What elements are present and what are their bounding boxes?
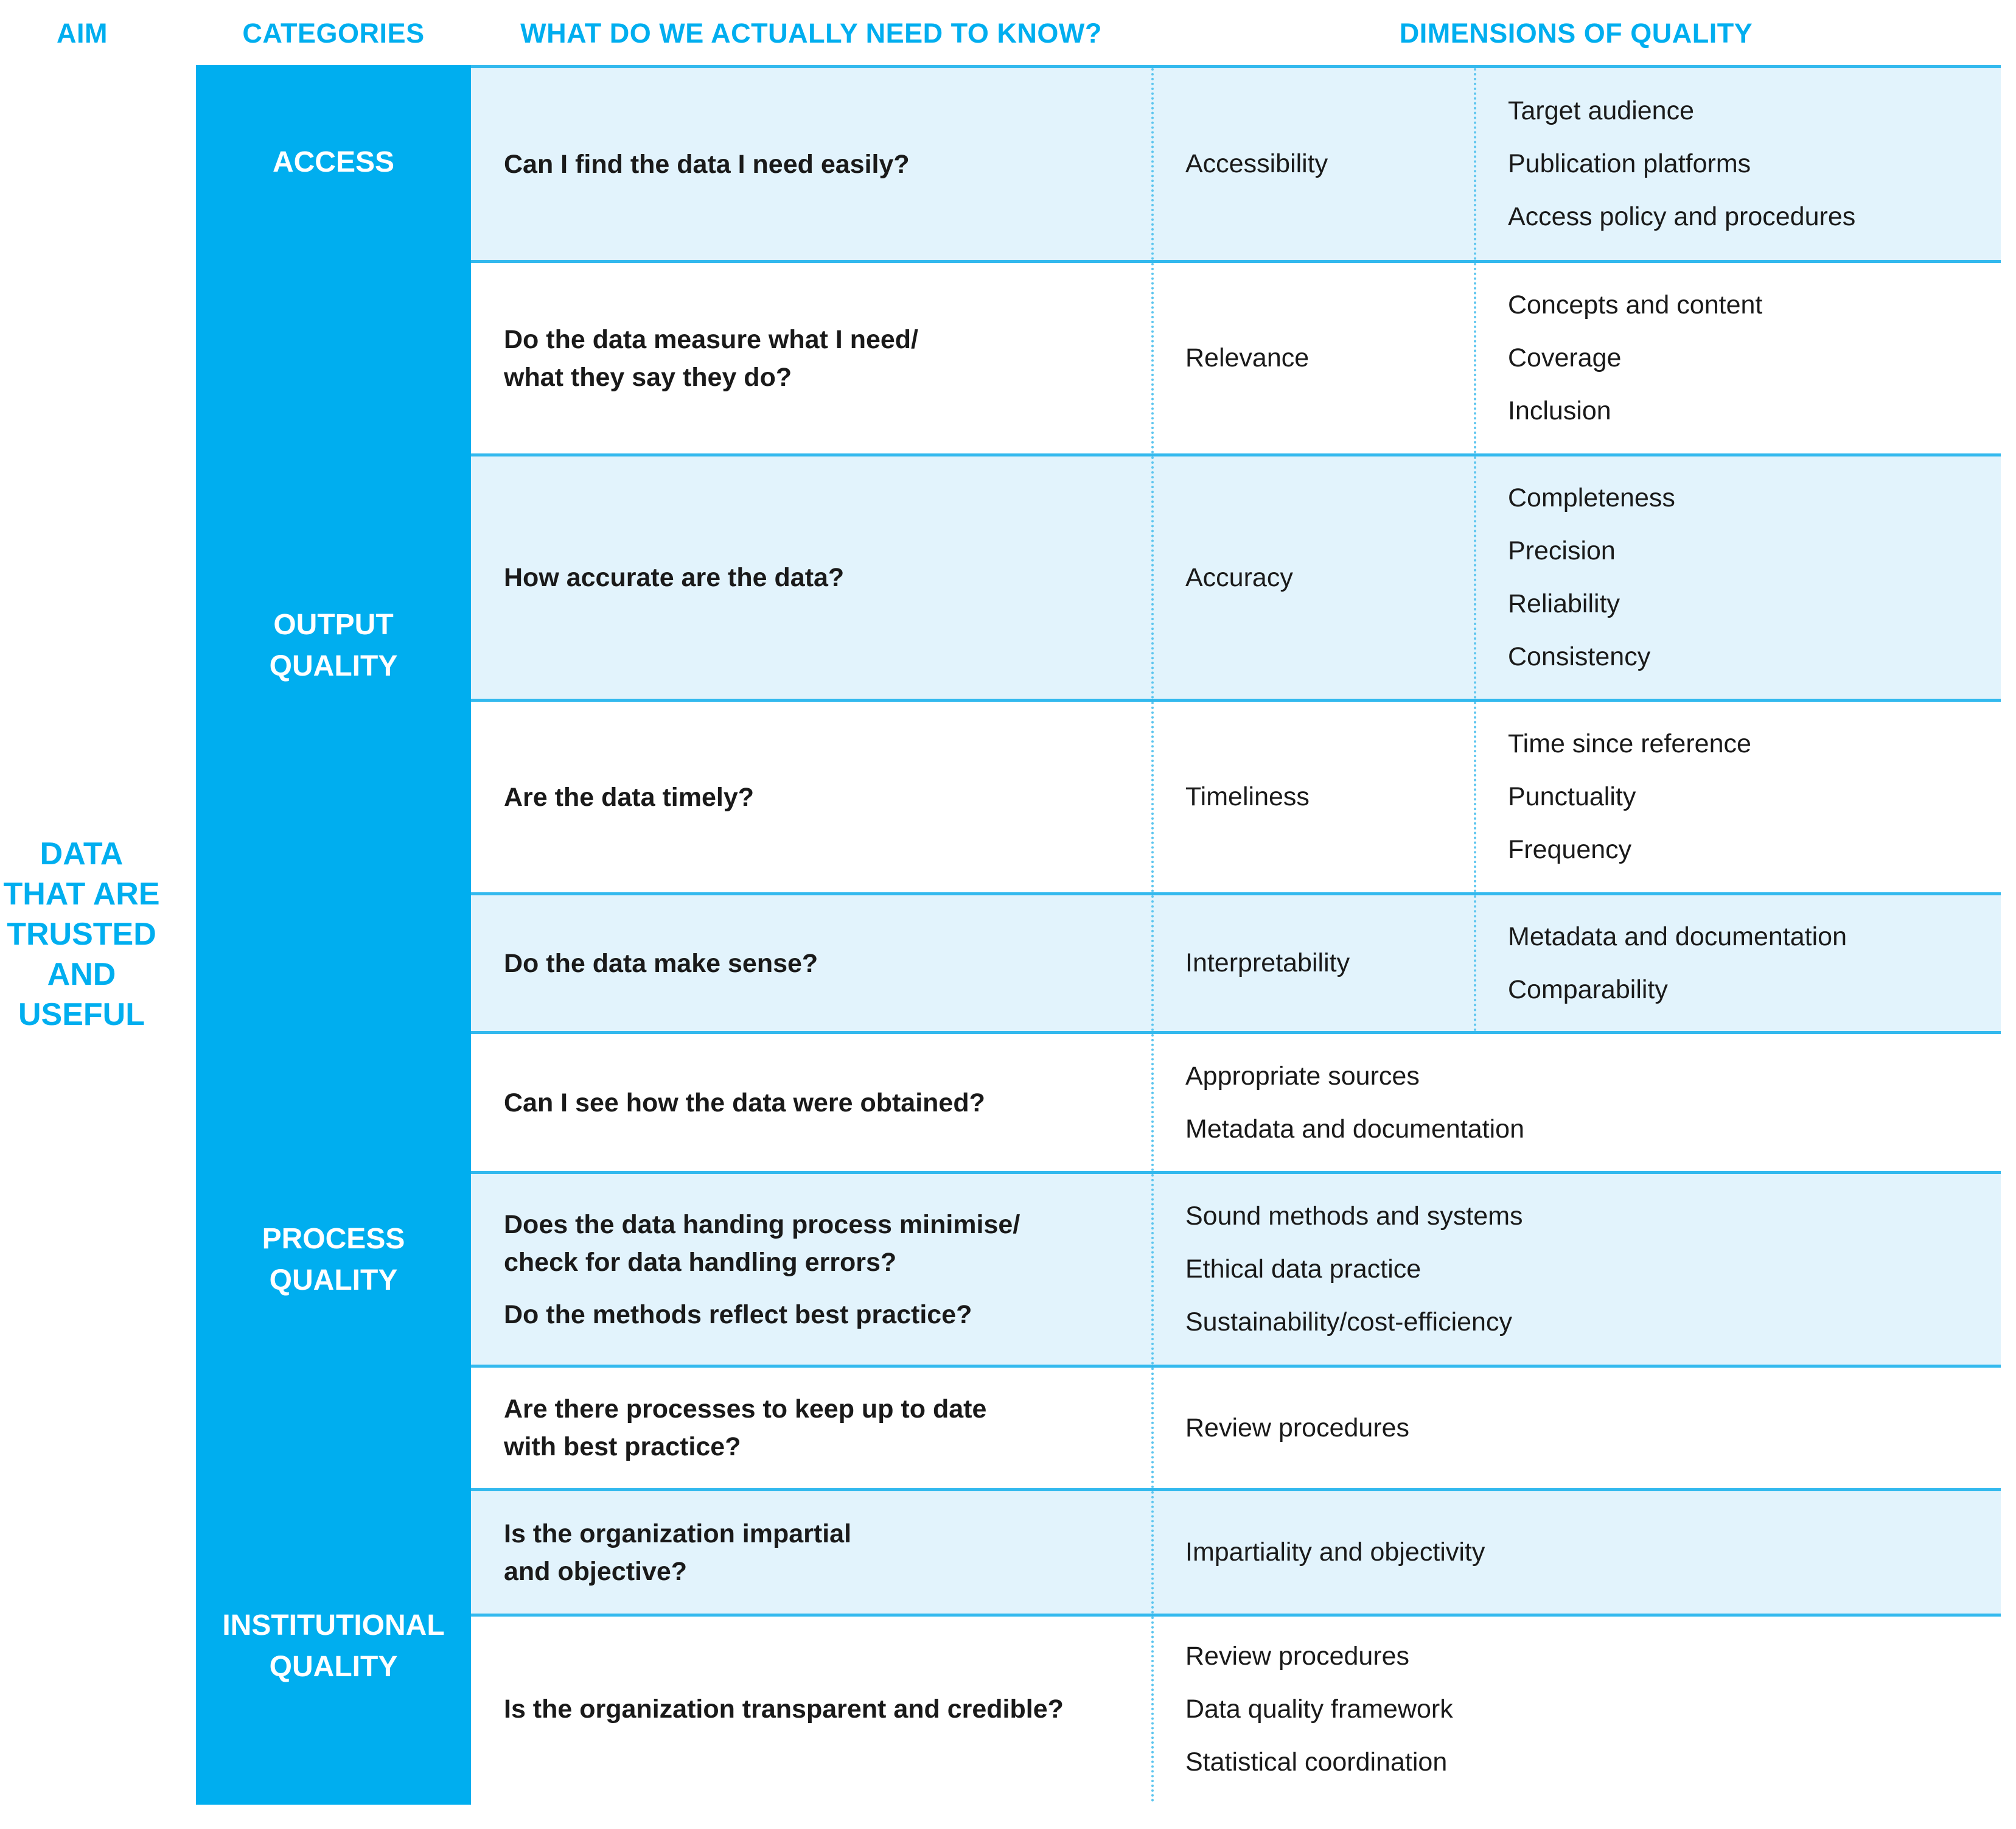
question-text: Is the organization transparent and credible? (504, 1694, 1064, 1724)
table-row-best-practice (471, 1365, 2001, 1488)
subdimension-list (1154, 1491, 2001, 1614)
subdimension-item: Review procedures (1185, 1641, 1410, 1671)
question-text: Do the data measure what I need/ (504, 324, 919, 354)
table-row-access (471, 65, 2001, 260)
category-label: OUTPUT (273, 608, 394, 641)
question-cell (471, 702, 1151, 892)
category-label: QUALITY (269, 649, 398, 682)
category-label: INSTITUTIONAL (222, 1609, 445, 1642)
subdimension-list (1154, 1617, 2001, 1802)
subdimension-item: Punctuality (1508, 782, 1636, 811)
aim-line: THAT ARE (3, 876, 160, 912)
subdimension-item: Impartiality and objectivity (1185, 1537, 1485, 1567)
header-dimensions: DIMENSIONS OF QUALITY (1399, 18, 1753, 49)
table-row-impartiality (471, 1488, 2001, 1614)
subdimension-item: Publication platforms (1508, 149, 1751, 178)
subdimension-item: Frequency (1508, 835, 1632, 864)
category-institutional-quality (196, 1488, 471, 1805)
question-text: and objective? (504, 1556, 688, 1586)
aim-line: DATA (40, 836, 124, 872)
header-categories: CATEGORIES (242, 18, 425, 49)
question-text: How accurate are the data? (504, 563, 845, 592)
table-row-timeliness (471, 699, 2001, 892)
question-text: Are there processes to keep up to date (504, 1394, 987, 1424)
dimension-cell: Accuracy (1185, 562, 1293, 592)
spacer (504, 1281, 1151, 1296)
question-cell (471, 68, 1151, 260)
subdimension-item: Sustainability/cost-efficiency (1185, 1307, 1512, 1337)
question-cell (471, 456, 1151, 699)
question-text: Do the data make sense? (504, 948, 818, 978)
question-text: Does the data handing process minimise/ (504, 1209, 1020, 1239)
subdimension-item: Consistency (1508, 642, 1651, 671)
category-label: QUALITY (269, 1264, 398, 1296)
aim-label (0, 834, 163, 1035)
header-aim: AIM (57, 18, 108, 49)
table-row-data-obtained (471, 1031, 2001, 1171)
subdimension-item: Reliability (1508, 589, 1620, 618)
question-text: Can I find the data I need easily? (504, 149, 910, 179)
dimension-cell: Interpretability (1185, 948, 1350, 977)
subdimension-item: Statistical coordination (1185, 1747, 1448, 1777)
question-text: what they say they do? (504, 362, 792, 392)
question-text: Do the methods reflect best practice? (504, 1299, 972, 1329)
table-row-accuracy (471, 453, 2001, 699)
table-row-relevance (471, 260, 2001, 453)
question-cell (471, 1034, 1151, 1171)
question-text: Can I see how the data were obtained? (504, 1088, 985, 1117)
subdimension-list (1154, 1368, 2001, 1488)
category-output-quality (196, 260, 471, 1031)
dimension-cell: Accessibility (1185, 149, 1328, 178)
category-label: ACCESS (272, 146, 395, 178)
question-cell (471, 1617, 1151, 1802)
question-cell (471, 895, 1151, 1031)
subdimension-item: Sound methods and systems (1185, 1201, 1523, 1231)
table-row-data-handling (471, 1171, 2001, 1365)
question-text: Is the organization impartial (504, 1519, 852, 1548)
aim-line: USEFUL (18, 997, 145, 1032)
subdimension-item: Completeness (1508, 483, 1675, 512)
subdimension-item: Concepts and content (1508, 290, 1763, 320)
subdimension-list (1476, 895, 2001, 1031)
subdimension-item: Ethical data practice (1185, 1254, 1421, 1284)
question-text: check for data handling errors? (504, 1247, 897, 1277)
category-access (196, 65, 471, 260)
category-label: QUALITY (269, 1651, 398, 1683)
subdimension-item: Metadata and documentation (1185, 1114, 1525, 1144)
table-row-transparency (471, 1614, 2001, 1805)
subdimension-item: Appropriate sources (1185, 1061, 1420, 1091)
question-text: with best practice? (504, 1432, 741, 1461)
subdimension-list (1476, 702, 2001, 892)
table-row-interpretability (471, 892, 2001, 1031)
question-cell (471, 1368, 1151, 1488)
header-what-to-know: WHAT DO WE ACTUALLY NEED TO KNOW? (520, 18, 1102, 49)
dimension-cell: Relevance (1185, 343, 1310, 372)
question-cell (471, 1491, 1151, 1614)
subdimension-item: Metadata and documentation (1508, 921, 1847, 951)
subdimension-item: Data quality framework (1185, 1694, 1453, 1724)
subdimension-list (1154, 1174, 2001, 1365)
subdimension-item: Review procedures (1185, 1413, 1410, 1443)
subdimension-list (1476, 456, 2001, 699)
category-label: PROCESS (262, 1222, 405, 1255)
subdimension-item: Access policy and procedures (1508, 202, 1856, 231)
subdimension-list (1154, 1034, 2001, 1171)
aim-line: AND (47, 957, 116, 992)
subdimension-item: Target audience (1508, 96, 1694, 125)
subdimension-item: Time since reference (1508, 729, 1751, 758)
category-process-quality (196, 1031, 471, 1488)
subdimension-list (1476, 263, 2001, 453)
question-text: Are the data timely? (504, 782, 754, 812)
subdimension-item: Precision (1508, 536, 1616, 565)
question-cell (471, 1174, 1151, 1365)
subdimension-item: Coverage (1508, 343, 1622, 372)
dimension-cell: Timeliness (1185, 782, 1310, 811)
aim-line: TRUSTED (7, 917, 156, 952)
subdimension-item: Comparability (1508, 974, 1668, 1004)
question-cell (471, 263, 1151, 453)
subdimension-item: Inclusion (1508, 396, 1611, 425)
subdimension-list (1476, 68, 2001, 260)
